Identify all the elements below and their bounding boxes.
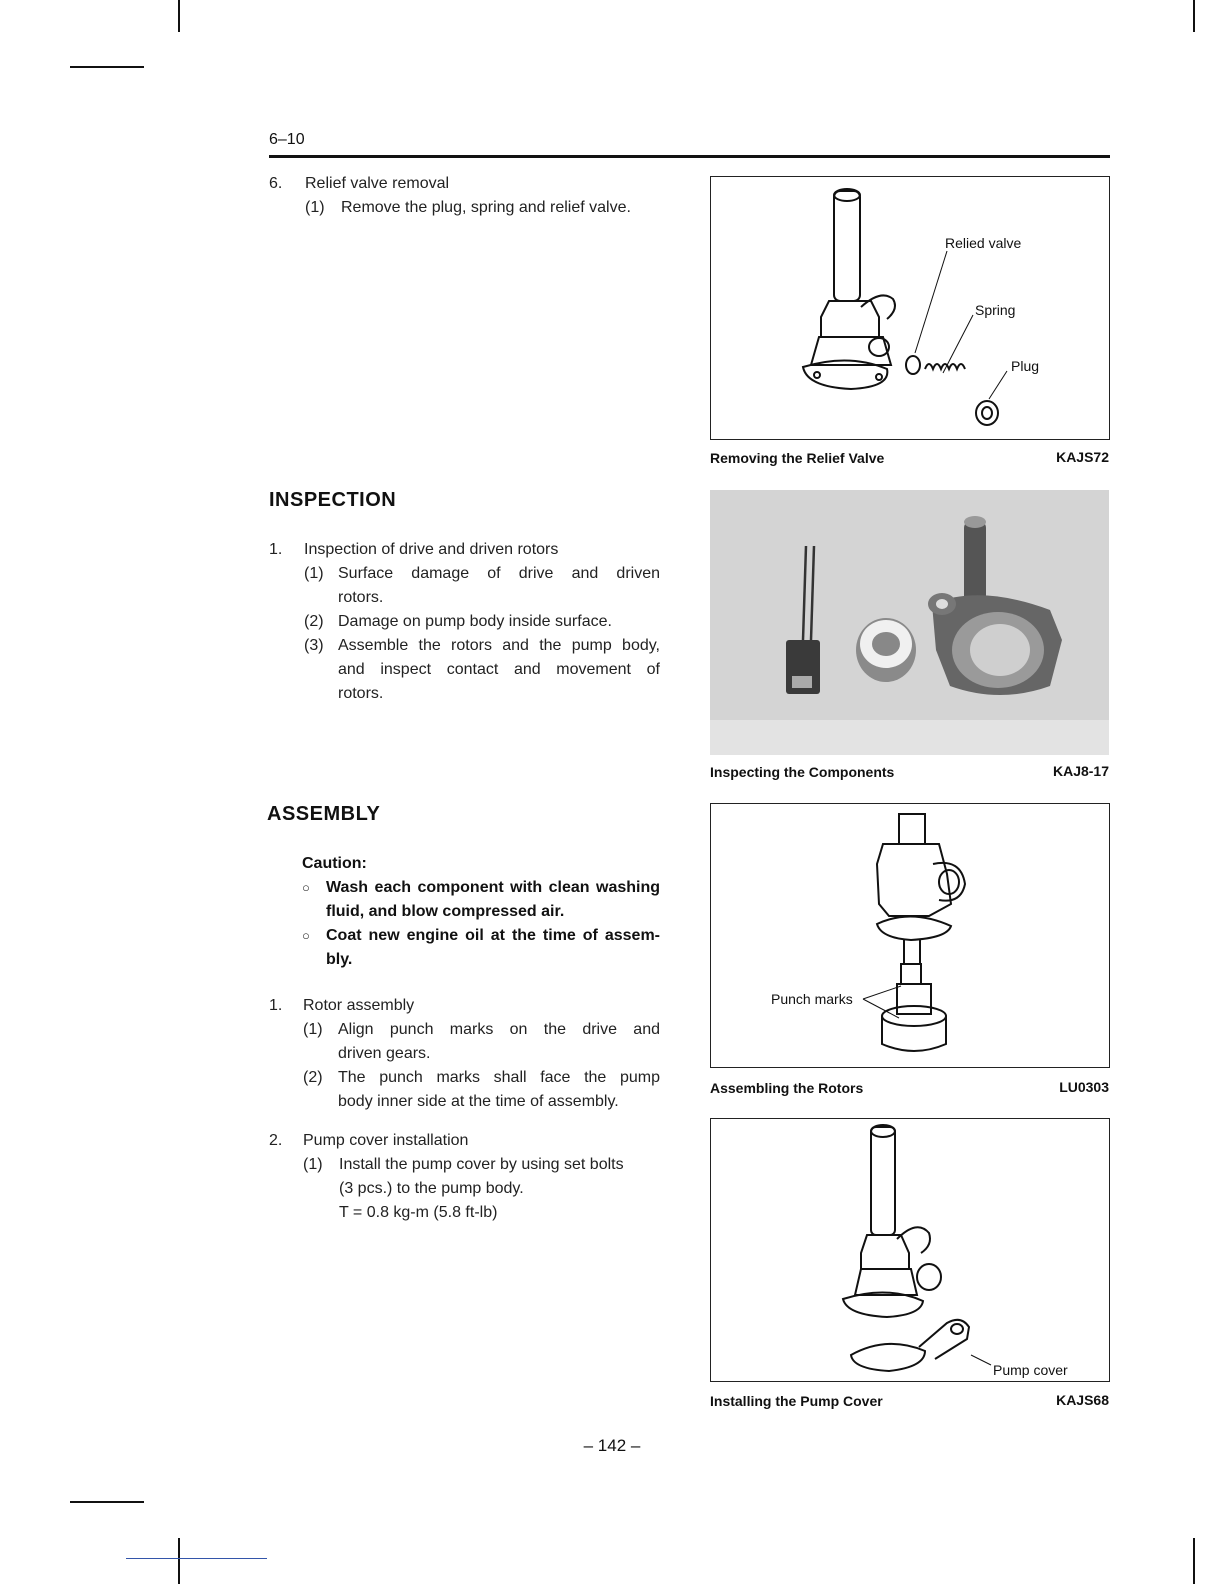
step-text: rotors. bbox=[338, 685, 384, 702]
step-text: and inspect contact and movement of bbox=[338, 661, 660, 678]
crop-mark bbox=[1193, 1538, 1195, 1584]
item-title: Relief valve removal bbox=[305, 175, 450, 192]
step-text: Remove the plug, spring and relief valve. bbox=[341, 199, 631, 216]
step-text: Damage on pump body inside surface. bbox=[338, 613, 612, 630]
caution-label: Caution: bbox=[302, 855, 367, 872]
inspection-list bbox=[269, 538, 661, 708]
assembly-caution bbox=[269, 852, 661, 972]
label-pump-cover: Pump cover bbox=[993, 1362, 1068, 1378]
pump-cover-illustration bbox=[711, 1119, 1109, 1381]
figure-code: KAJ8-17 bbox=[1052, 763, 1109, 779]
crop-mark bbox=[178, 0, 180, 32]
crop-mark bbox=[1193, 0, 1195, 32]
caution-text: Coat new engine oil at the time of assem- bbox=[326, 927, 660, 944]
step-text: Assemble the rotors and the pump body, bbox=[338, 637, 660, 654]
step-number: (2) bbox=[304, 613, 324, 630]
relief-valve-illustration bbox=[711, 177, 1109, 439]
bullet-icon: ○ bbox=[302, 928, 310, 943]
item-title: Pump cover installation bbox=[303, 1132, 469, 1149]
crop-mark bbox=[178, 1538, 180, 1584]
figure-code: KAJS68 bbox=[1056, 1392, 1109, 1408]
section-heading-assembly: ASSEMBLY bbox=[267, 803, 381, 825]
step-text: rotors. bbox=[338, 589, 384, 606]
assembly-list bbox=[269, 994, 661, 1224]
figure-installing-pump-cover bbox=[710, 1118, 1110, 1382]
figure-caption: Inspecting the Components bbox=[710, 764, 895, 780]
item-number: 2. bbox=[269, 1132, 283, 1149]
item-title: Rotor assembly bbox=[303, 997, 415, 1014]
label-relief-valve: Relied valve bbox=[945, 235, 1022, 251]
figure-code: KAJS72 bbox=[1056, 449, 1109, 465]
components-photo-illustration bbox=[710, 490, 1109, 755]
step-number: (1) bbox=[305, 199, 325, 216]
item-title: Inspection of drive and driven rotors bbox=[304, 541, 559, 558]
crop-mark bbox=[70, 66, 144, 68]
step-text: Align punch marks on the drive and bbox=[338, 1021, 660, 1038]
step-number: (2) bbox=[303, 1069, 323, 1086]
figure-caption: Assembling the Rotors bbox=[710, 1080, 864, 1096]
item-number: 1. bbox=[269, 997, 283, 1014]
figure-assembling-rotors bbox=[710, 803, 1110, 1068]
caution-text: bly. bbox=[326, 951, 353, 968]
step-number: (3) bbox=[304, 637, 324, 654]
page-footer-number: – 142 – bbox=[583, 1436, 641, 1455]
caution-text: Wash each component with clean washing bbox=[326, 879, 660, 896]
item-number: 1. bbox=[269, 541, 283, 558]
step-text: (3 pcs.) to the pump body. bbox=[339, 1180, 524, 1197]
label-spring: Spring bbox=[975, 302, 1016, 318]
torque-spec: T = 0.8 kg-m (5.8 ft-lb) bbox=[339, 1204, 498, 1221]
figure-caption: Installing the Pump Cover bbox=[710, 1393, 883, 1409]
crop-mark bbox=[70, 1501, 144, 1503]
relief-removal-section bbox=[269, 172, 669, 222]
page-section-number: 6–10 bbox=[269, 131, 305, 148]
figure-inspecting-components-photo bbox=[710, 490, 1109, 755]
step-text: Install the pump cover by using set bolts bbox=[339, 1156, 624, 1173]
crop-mark bbox=[126, 1558, 267, 1559]
step-number: (1) bbox=[304, 565, 324, 582]
header-rule bbox=[269, 155, 1110, 158]
step-text: The punch marks shall face the pump bbox=[338, 1069, 660, 1086]
caution-text: fluid, and blow compressed air. bbox=[326, 903, 565, 920]
figure-caption: Removing the Relief Valve bbox=[710, 450, 885, 466]
section-heading-inspection: INSPECTION bbox=[269, 489, 397, 511]
rotor-assembly-illustration bbox=[711, 804, 1109, 1067]
step-text: Surface damage of drive and driven bbox=[338, 565, 660, 582]
figure-relief-valve bbox=[710, 176, 1110, 440]
step-text: body inner side at the time of assembly. bbox=[338, 1093, 619, 1110]
label-plug: Plug bbox=[1011, 358, 1040, 374]
bullet-icon: ○ bbox=[302, 880, 310, 895]
item-number: 6. bbox=[269, 175, 283, 192]
step-text: driven gears. bbox=[338, 1045, 431, 1062]
figure-code: LU0303 bbox=[1059, 1079, 1109, 1095]
step-number: (1) bbox=[303, 1156, 323, 1173]
label-punch-marks: Punch marks bbox=[771, 991, 853, 1007]
step-number: (1) bbox=[303, 1021, 323, 1038]
